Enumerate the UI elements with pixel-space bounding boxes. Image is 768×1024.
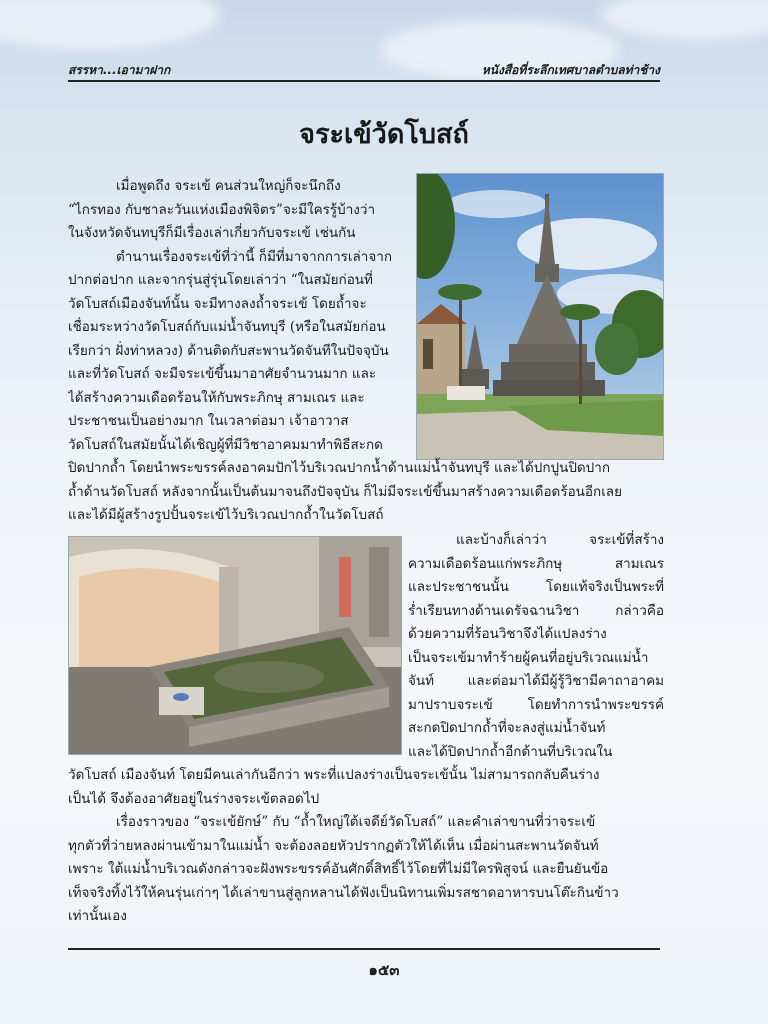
text-line: ประชาชนเป็นอย่างมาก ในเวลาต่อมา เจ้าอาวาส bbox=[68, 413, 349, 429]
text-line: จันท์ และต่อมาได้มีผู้รู้วิชามีคาถาอาคม bbox=[408, 673, 664, 689]
text-line: ความเดือดร้อนแก่พระภิกษุ สามเณร bbox=[408, 555, 664, 572]
text-line: ตำนานเรื่องจระเข้ที่ว่านี้ ก็มีที่มาจากการเล่าจาก bbox=[116, 248, 393, 265]
text-line: เมื่อพูดถึง จระเข้ คนส่วนใหญ่ก็จะนึกถึง bbox=[116, 178, 341, 194]
text-line: เรื่องราวของ “จระเข้ยักษ์” กับ “ถ้ำใหญ่ใต้เจดีย์วัดโบสถ์” และคำเล่าขานที่ว่าจระเข้ bbox=[116, 814, 596, 830]
text-line: เรียกว่า ฝั่งท่าหลวง) ด้านติดกับสะพานวัดจันทีในปัจจุบัน bbox=[68, 342, 389, 359]
paragraph-intro bbox=[68, 175, 410, 457]
text-line: สะกดปิดปากถ้ำที่จะลงสู่แม่น้ำจันท์ bbox=[408, 720, 606, 736]
text-line: เท็จจริงทิ้งไว้ให้คนรุ่นเก่าๆ ได้เล่าขานสู่ลูกหลานได้ฟังเป็นนิทานเพิ่มรสชาดอาหารบนโต๊ะกินข้าว bbox=[68, 884, 619, 901]
text-line: และได้ปิดปากถ้ำอีกด้านที่บริเวณใน bbox=[408, 743, 613, 760]
text-line: ได้สร้างความเดือดร้อนให้กับพระภิกษุ สามเณร และ bbox=[68, 389, 365, 406]
text-line: และบ้างก็เล่าว่า จระเข้ที่สร้าง bbox=[456, 532, 664, 548]
header-section-title: สรรหา...เอามาฝาก bbox=[68, 63, 171, 77]
text-line: “ไกรทอง กับชาละวันแห่งเมืองพิจิตร”จะมีใครรู้บ้างว่า bbox=[68, 201, 376, 218]
text-line: และได้มีผู้สร้างรูปปั้นจระเข้ไว้บริเวณปากถ้ำในวัดโบสถ์ bbox=[68, 507, 384, 523]
background-cloud bbox=[0, 0, 220, 50]
text-line: วัดโบสถ์เมืองจันท์นั้น จะมีทางลงถ้ำจระเข้ โดยถ้ำจะ bbox=[68, 295, 367, 312]
article-title: จระเข้วัดโบสถ์ bbox=[299, 119, 469, 150]
text-line: เป็นจระเข้มาทำร้ายผู้คนที่อยู่บริเวณแม่น้ำ bbox=[408, 649, 649, 666]
header-book-title: หนังสือที่ระลึกเทศบาลตำบลท่าช้าง bbox=[481, 63, 660, 77]
text-line: ในจังหวัดจันทบุรีก็มีเรื่องเล่าเกี่ยวกับจระเข้ เช่นกัน bbox=[68, 225, 356, 241]
page-number: ๑๕๓ bbox=[368, 961, 400, 979]
paragraph-closing bbox=[68, 764, 664, 929]
text-line: เป็นได้ จึงต้องอาศัยอยู่ในร่างจระเข้ตลอดไป bbox=[68, 790, 320, 807]
paragraph-monk-legend bbox=[408, 529, 664, 764]
text-line: ถ้ำด้านวัดโบสถ์ หลังจากนั้นเป็นต้นมาจนถึงปัจจุบัน ก็ไม่มีจระเข้ขึ้นมาสร้างความเดือดร้อนอีกเลย bbox=[68, 483, 622, 500]
text-line: ทุกตัวที่ว่ายหลงผ่านเข้ามาในแม่น้ำ จะต้องลอยหัวปรากฏตัวให้ได้เห็น เมื่อผ่านสะพานวัดจันท์ bbox=[68, 837, 599, 854]
background-cloud bbox=[600, 0, 768, 40]
text-line: เท่านั้นเอง bbox=[68, 908, 127, 924]
text-line: เชื่อมระหว่างวัดโบสถ์กับแม่น้ำจันทบุรี (หรือในสมัยก่อน bbox=[68, 319, 386, 335]
page-header bbox=[68, 58, 660, 82]
text-line: และที่วัดโบสถ์ จะมีจระเข้ขึ้นมาอาศัยจำนวนมาก และ bbox=[68, 366, 377, 382]
text-line: ปากต่อปาก และจากรุ่นสู่รุ่นโดยเล่าว่า “ในสมัยก่อนที่ bbox=[68, 272, 373, 288]
footer-rule bbox=[68, 948, 660, 950]
text-line: เพราะ ใต้แม่น้ำบริเวณดังกล่าวจะฝังพระขรรค์อันศักดิ์สิทธิ์ไว้โดยที่ไม่มีใครพิสูจน์ และยืนยันข้อ bbox=[68, 861, 609, 877]
text-line: และประชาชนนั้น โดยแท้จริงเป็นพระที่ bbox=[408, 579, 664, 595]
crocodile-pool-photo bbox=[68, 536, 402, 755]
paragraph-spell bbox=[68, 457, 664, 528]
text-line: วัดโบสถ์ในสมัยนั้นได้เชิญผู้ที่มีวิชาอาคมมาทำพิธีสะกด bbox=[68, 436, 383, 453]
text-line: ปิดปากถ้ำ โดยนำพระขรรค์ลงอาคมปักไว้บริเวณปากน้ำด้านแม่น้ำจันทบุรี และได้ปกปูนปิดปาก bbox=[68, 460, 610, 476]
text-line: มาปราบจระเข้ โดยทำการนำพระขรรค์ bbox=[408, 696, 664, 713]
pagoda-photo bbox=[416, 173, 664, 460]
text-line: วัดโบสถ์ เมืองจันท์ โดยมีคนเล่ากันอีกว่า พระที่แปลงร่างเป็นจระเข้นั้น ไม่สามารถกลับคืนร่าง bbox=[68, 767, 600, 783]
text-line: ร่ำเรียนทางด้านเดรัจฉานวิชา กล่าวคือ bbox=[408, 602, 664, 619]
text-line: ด้วยความที่ร้อนวิชาจึงได้แปลงร่าง bbox=[408, 626, 607, 642]
